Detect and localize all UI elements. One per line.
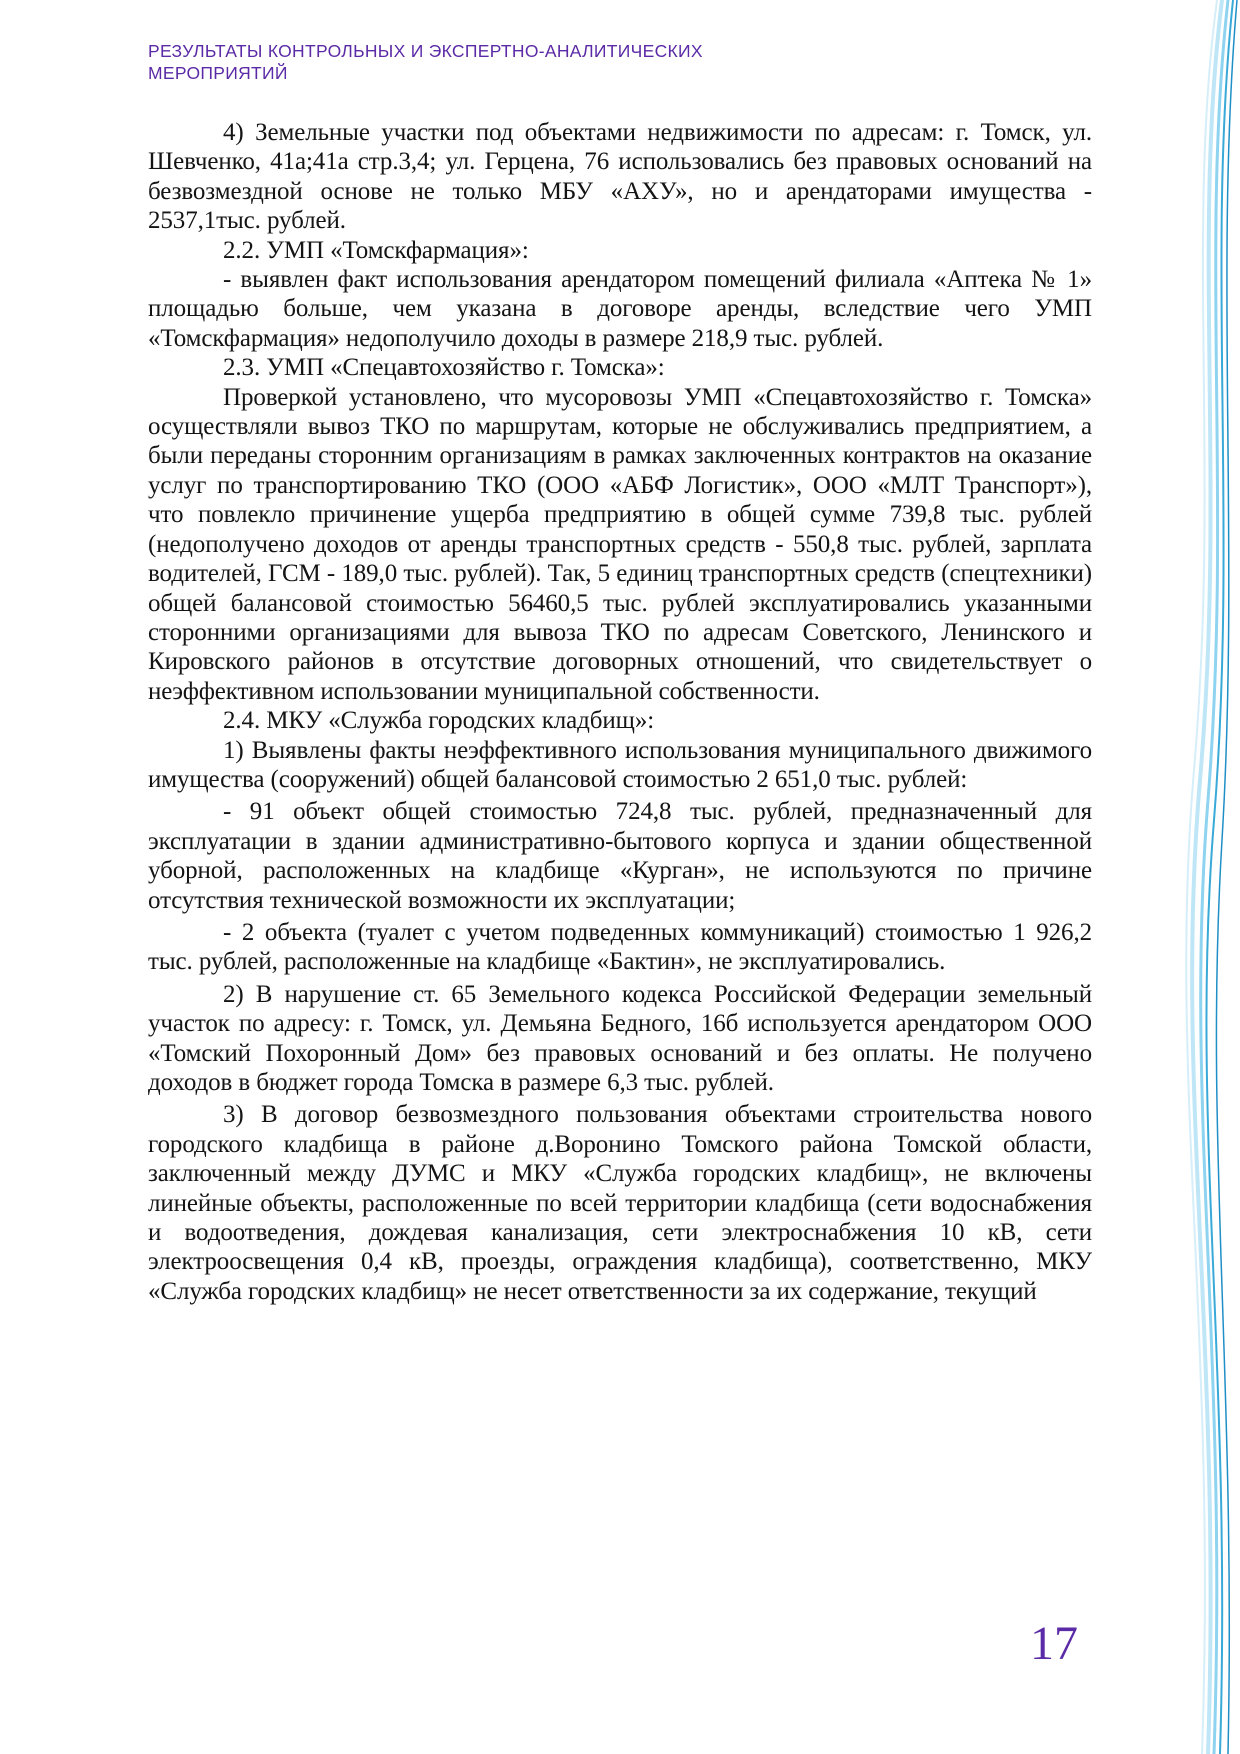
decorative-wave-stripes xyxy=(1170,0,1240,1754)
paragraph-land-plots: 4) Земельные участки под объектами недвижимости по адресам: г. Томск, ул. Шевченко, 41а;41а стр.3,4; ул. Герцена, 76 использовались без правовых оснований на безвозмездной основе не только МБУ «АХУ», но и арендаторами имущества - 2537,1тыс. рублей. xyxy=(148,119,1092,235)
paragraph-garbage-trucks: Проверкой установлено, что мусоровозы УМП «Спецавтохозяйство г. Томска» осуществляли вывоз ТКО по маршрутам, которые не обслуживались предприятием, а были переданы сторонним организациям в рамках заключенных контрактов на оказание услуг по транспортированию ТКО (ООО «АБФ Логистик», ООО «МЛТ Транспорт»), что повлекло причинение ущерба предприятию в общей сумме 739,8 тыс. рублей (недополучено доходов от аренды транспортных средств - 550,8 тыс. рублей, зарплата водителей, ГСМ - 189,0 тыс. рублей). Так, 5 единиц транспортных средств (спецтехники) общей балансовой стоимостью 56460,5 тыс. рублей эксплуатировались указанными сторонними организациями для вывоза ТКО по адресам Советского, Ленинского и Кировского районов в отсутствие договорных отношений, что свидетельствует о неэффективном использовании муниципальной собственности. xyxy=(148,383,1092,705)
section-heading-2-3: 2.3. УМП «Спецавтохозяйство г. Томска»: xyxy=(223,354,665,382)
document-body xyxy=(148,118,1092,1306)
section-heading-2-4: 2.4. МКУ «Служба городских кладбищ»: xyxy=(223,707,655,735)
paragraph-land-code: 2) В нарушение ст. 65 Земельного кодекса Российской Федерации земельный участок по адресу: г. Томск, ул. Демьяна Бедного, 16б используется арендатором ООО «Томский Похоронный Дом» без правовых оснований и без оплаты. Не получено доходов в бюджет города Томска в размере 6,3 тыс. рублей. xyxy=(148,980,1092,1096)
paragraph-91-objects: - 91 объект общей стоимостью 724,8 тыс. рублей, предназначенный для эксплуатации в здании административно-бытового корпуса и здании общественной уборной, расположенных на кладбище «Курган», не используются по причине отсутствия технической возможности их эксплуатации; xyxy=(148,798,1092,914)
paragraph-pharmacy: - выявлен факт использования арендатором помещений филиала «Аптека № 1» площадью больше, чем указана в договоре аренды, вследствие чего УМП «Томскфармация» недополучило доходы в размере 218,9 тыс. рублей. xyxy=(148,266,1092,352)
section-heading-2-2: 2.2. УМП «Томскфармация»: xyxy=(223,236,529,264)
header-line-2: МЕРОПРИЯТИЙ xyxy=(148,63,288,83)
paragraph-2-objects: - 2 объекта (туалет с учетом подведенных коммуникаций) стоимостью 1 926,2 тыс. рублей, расположенные на кладбище «Бактин», не эксплуатировались. xyxy=(148,918,1092,976)
header-line-1: РЕЗУЛЬТАТЫ КОНТРОЛЬНЫХ И ЭКСПЕРТНО-АНАЛИТИЧЕСКИХ xyxy=(148,41,703,61)
paragraph-ineffective-use: 1) Выявлены факты неэффективного использования муниципального движимого имущества (сооружений) общей балансовой стоимостью 2 651,0 тыс. рублей: xyxy=(148,736,1092,793)
paragraph-cemetery-contract: 3) В договор безвозмездного пользования объектами строительства нового городского кладбища в районе д.Воронино Томского района Томской области, заключенный между ДУМС и МКУ «Служба городских кладбищ», не включены линейные объекты, расположенные по всей территории кладбища (сети водоснабжения и водоотведения, дождевая канализация, сети электроснабжения 10 кВ, сети электроосвещения 0,4 кВ, проезды, ограждения кладбища), соответственно, МКУ «Служба городских кладбищ» не несет ответственности за их содержание, текущий xyxy=(148,1101,1092,1305)
document-header xyxy=(148,40,948,84)
page-number: 17 xyxy=(1030,1617,1078,1670)
